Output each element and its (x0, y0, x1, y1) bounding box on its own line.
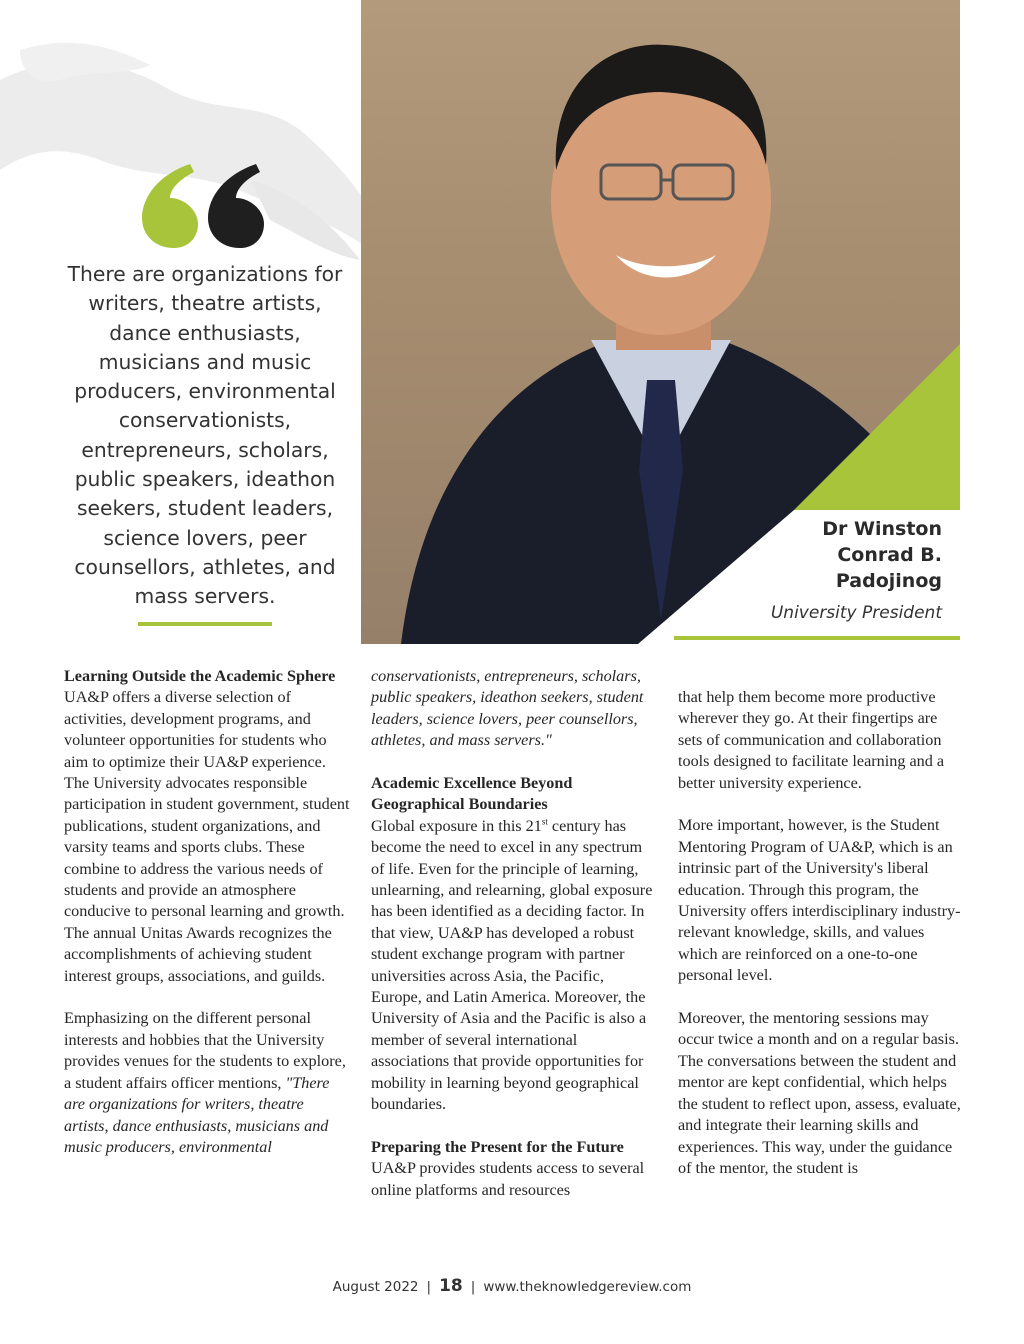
section-heading: Academic Excellence Beyond Geographical Boundaries (371, 774, 573, 814)
paragraph: More important, however, is the Student Mentoring Program of UA&P, which is an intrinsic part of the University's liberal education. Through this program, the University offers interdisciplinary industry-relevant knowledge, skills, and values which are reinforced on a one-to-one personal level. (678, 816, 961, 985)
section-heading: Preparing the Present for the Future (371, 1137, 624, 1156)
paragraph: Moreover, the mentoring sessions may occur twice a month and on a regular basis. The conversations between the student and mentor are kept confidential, which helps the student to reflect upon, assess, evaluate, and integrate their learning skills and experiences. This way, under the guidance of the mentor, the student is (678, 1009, 961, 1177)
pull-quote: There are organizations for writers, theatre artists, dance enthusiasts, musicians and music producers, environmental conservationists, entrepreneurs, scholars, public speakers, ideathon seekers, student leaders, science lovers, peer counsellors, athletes, and mass servers. (67, 262, 343, 609)
paragraph: UA&P offers a diverse selection of activities, development programs, and volunteer opportunities for students who aim to optimize their UA&P experience. The University advocates responsible participation in student government, student publications, student organizations, and varsity teams and sports clubs. These combine to address the various needs of students and provide an atmosphere conducive to personal learning and growth. The annual Unitas Awards recognizes the accomplishments of achieving student interest groups, associations, and guilds. (64, 688, 350, 985)
section-heading: Learning Outside the Academic Sphere (64, 667, 336, 685)
paragraph: Global exposure in this 21st century has become the need to excel in any spectrum of life. Even for the principle of learning, unlearning, and relearning, global exposure has been identified as a deciding factor. In that view, UA&P has developed a robust student exchange program with partner universities across Asia, the Pacific, Europe, and Latin America. Moreover, the University of Asia and the Pacific is also a member of several international associations that provide opportunities for mobility in learning beyond geographical boundaries. (371, 816, 653, 1114)
article-column-1 (64, 666, 350, 1180)
accent-corner-graphic (638, 344, 960, 644)
article-column-2 (371, 666, 657, 1223)
issue-date: August 2022 (332, 1279, 419, 1295)
article-column-3 (678, 687, 964, 1201)
pull-quote-divider (138, 622, 272, 626)
person-name: Dr Winston Conrad B. Padojinog (822, 518, 942, 592)
name-divider (674, 636, 960, 640)
page-number: 18 (439, 1276, 463, 1296)
quote-text-continued: conservationists, entrepreneurs, scholars, public speakers, ideathon seekers, student leaders, science lovers, peer counsellors, athletes, and mass servers." (371, 667, 644, 750)
website-link[interactable]: www.theknowledgereview.com (483, 1279, 692, 1295)
person-role: University President (770, 603, 942, 623)
quotation-mark-icon (140, 160, 270, 250)
paragraph-continued: that help them become more productive wherever they go. At their fingertips are sets of communication and collaboration tools designed to facilitate learning and a better university experience. (678, 688, 945, 792)
paragraph: UA&P provides students access to several online platforms and resources (371, 1159, 645, 1199)
paragraph: Emphasizing on the different personal interests and hobbies that the University provides venues for the students to explore, a student affairs officer mentions, "There are organizations for writers, theatre artists, dance enthusiasts, musicians and music producers, environmental (64, 1009, 346, 1156)
quote-text: "There are organizations for writers, theatre artists, dance enthusiasts, musicians and music producers, environmental (64, 1073, 330, 1156)
page-footer: August 2022 | 18 | www.theknowledgereview.com (332, 1276, 692, 1296)
